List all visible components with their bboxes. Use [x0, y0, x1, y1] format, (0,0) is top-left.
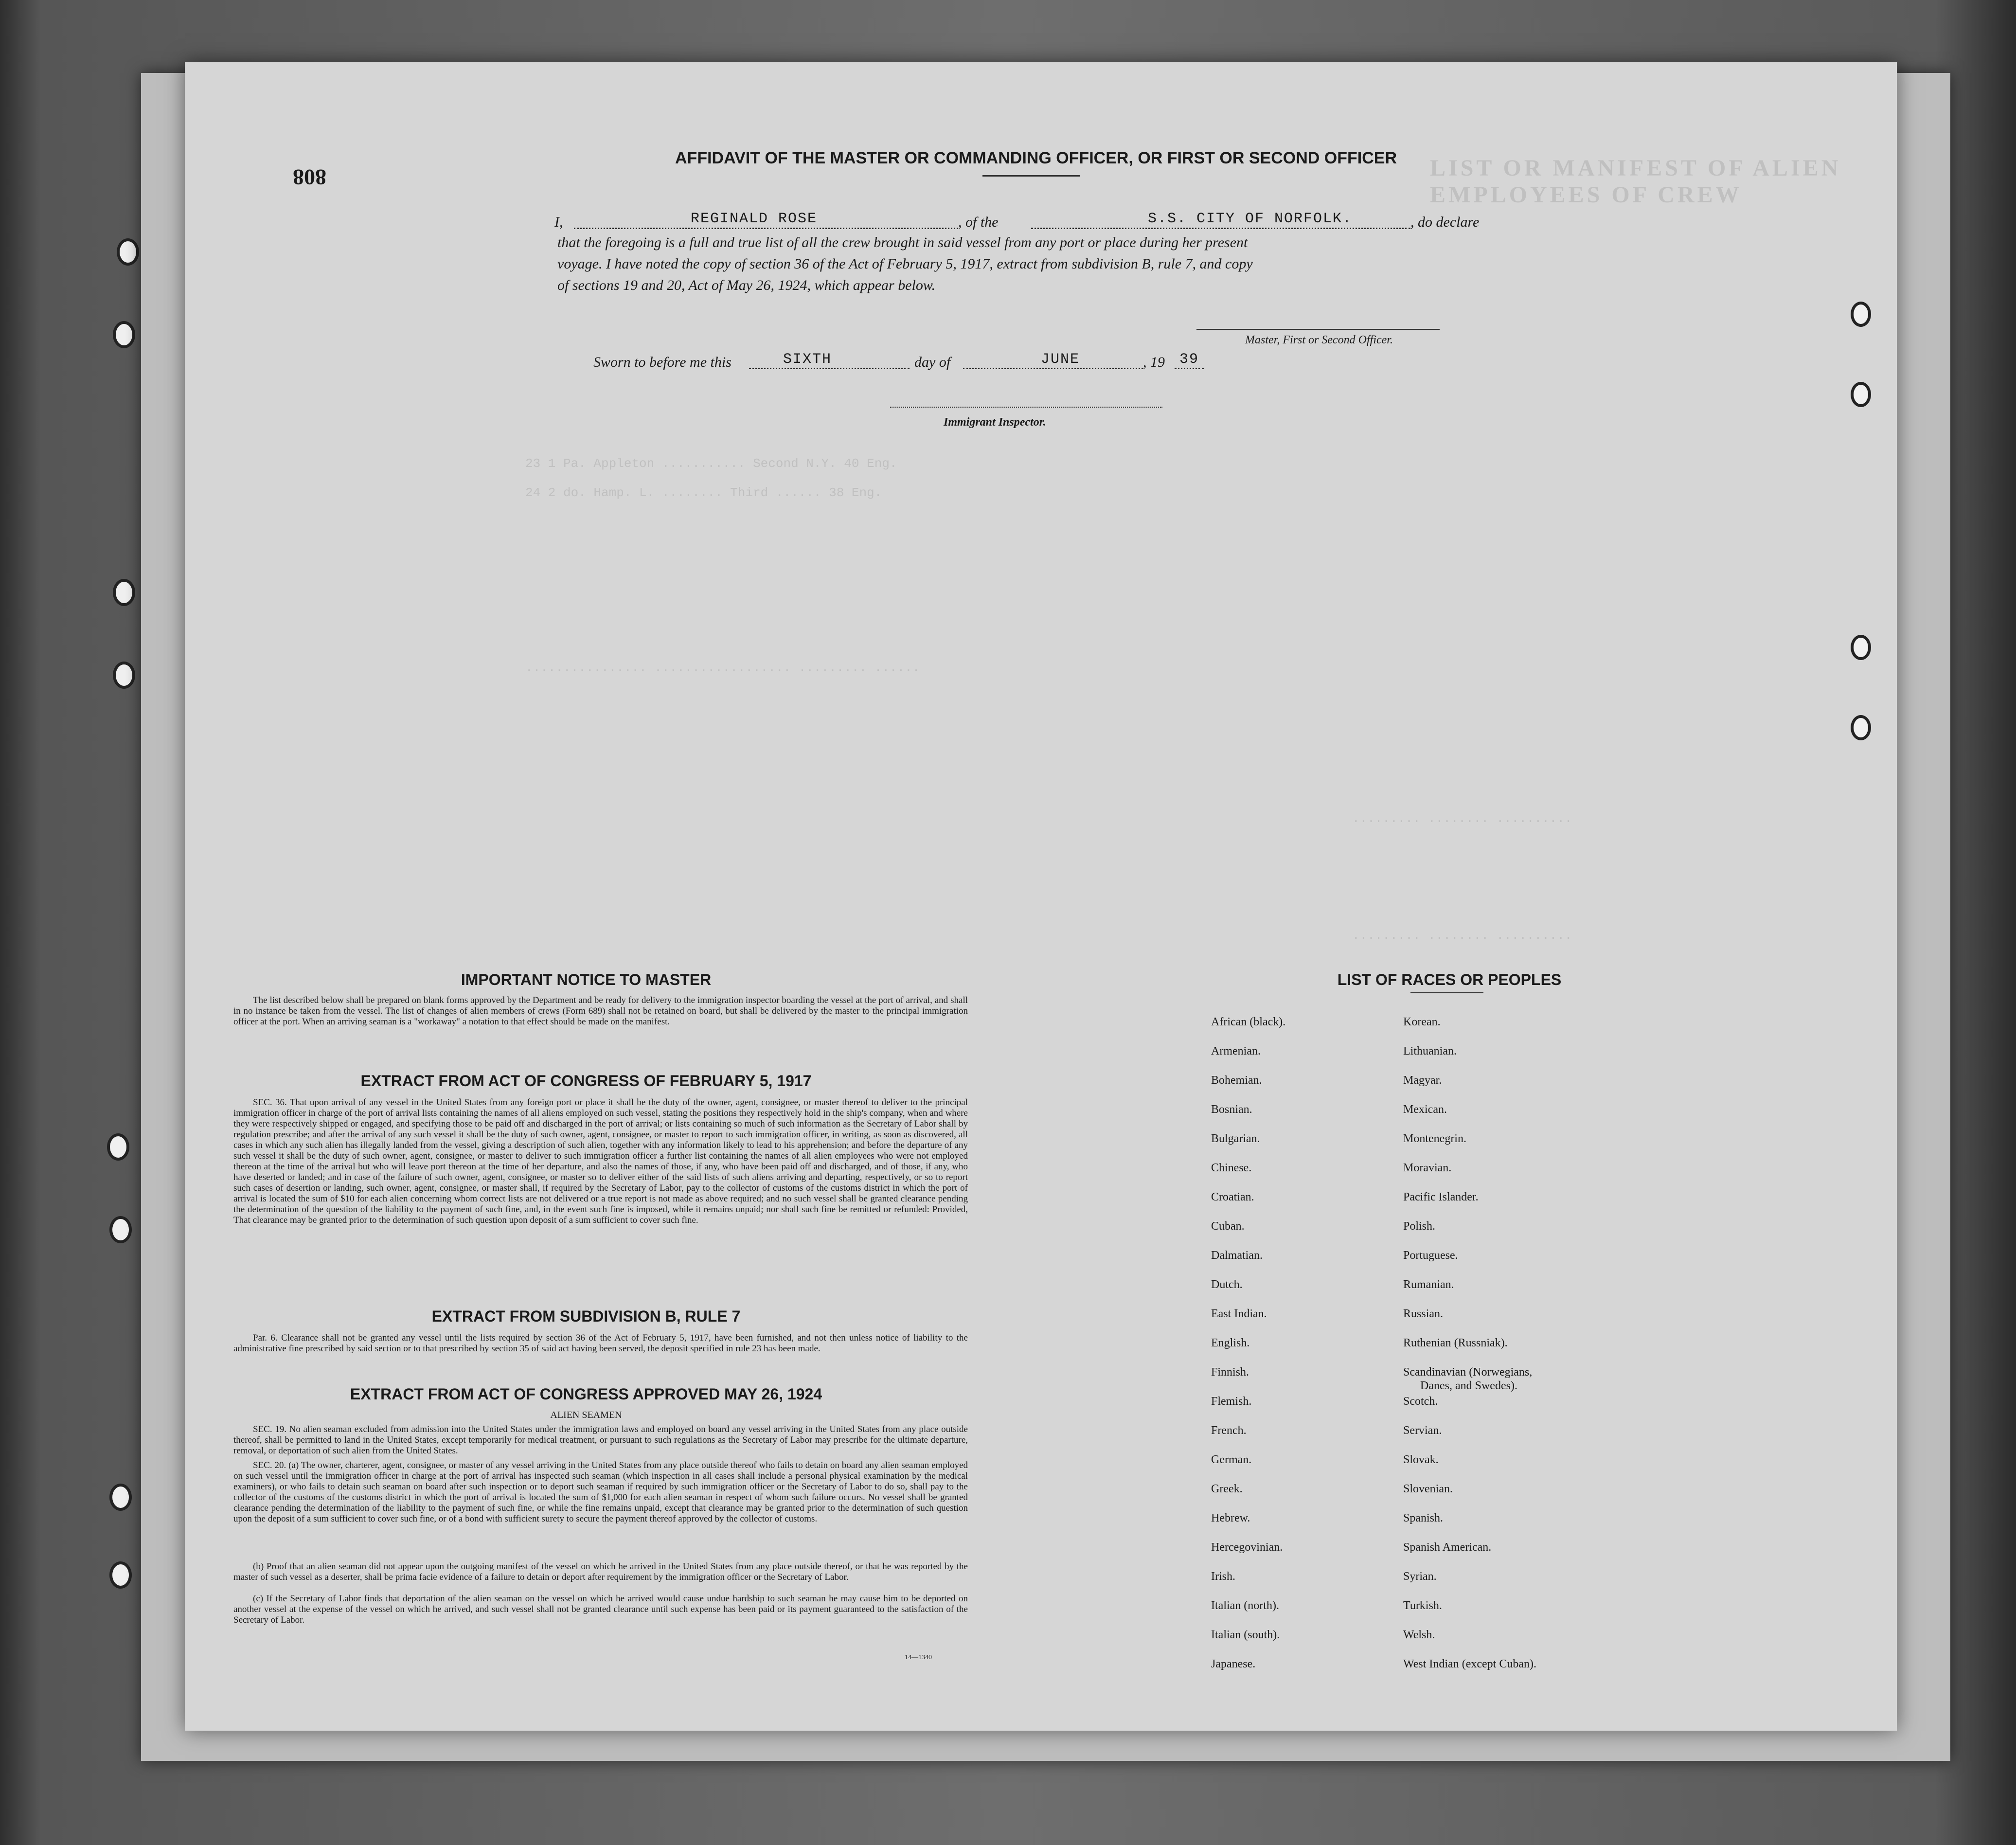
- race-item: Magyar.: [1403, 1074, 1442, 1087]
- binder-hole: [1851, 382, 1871, 407]
- race-item: Pacific Islander.: [1403, 1191, 1479, 1203]
- binder-hole: [109, 1484, 132, 1511]
- race-item: Ruthenian (Russniak).: [1403, 1337, 1508, 1349]
- race-item: Bohemian.: [1211, 1074, 1262, 1087]
- extract-1917-title: EXTRACT FROM ACT OF CONGRESS OF FEBRUARY 5, 1917: [360, 1072, 812, 1090]
- document-sheet: [185, 62, 1897, 1731]
- title-rule: [982, 175, 1080, 177]
- race-item: Dalmatian.: [1211, 1249, 1263, 1262]
- race-item: Syrian.: [1403, 1570, 1437, 1583]
- bleed-through: ......... ........ ..........: [1352, 811, 1572, 826]
- race-item: Montenegrin.: [1403, 1132, 1466, 1145]
- form-code: 14—1340: [905, 1654, 932, 1661]
- sworn-month: JUNE: [1041, 351, 1080, 368]
- race-item: Russian.: [1403, 1308, 1444, 1320]
- subdivision-b-title: EXTRACT FROM SUBDIVISION B, RULE 7: [431, 1308, 741, 1325]
- race-item: Slovenian.: [1403, 1483, 1453, 1495]
- race-item: Spanish.: [1403, 1512, 1444, 1524]
- affidavit-of-the: , of the: [958, 214, 999, 230]
- affidavit-body-line-1: that the foregoing is a full and true list of all the crew brought in said vessel from any port or place during her present: [557, 234, 1248, 251]
- affidavit-i: I,: [554, 214, 563, 230]
- race-item: Greek.: [1211, 1483, 1243, 1495]
- race-item: Turkish.: [1403, 1599, 1442, 1612]
- race-item: West Indian (except Cuban).: [1403, 1658, 1536, 1670]
- race-item: German.: [1211, 1453, 1252, 1466]
- inspector-signature-line: [890, 407, 1162, 408]
- binder-hole: [1851, 715, 1871, 740]
- bleed-through: ......... ........ ..........: [1352, 928, 1572, 943]
- race-item: Mexican.: [1403, 1103, 1447, 1116]
- bleed-through: LIST OR MANIFEST OF ALIEN EMPLOYEES OF CREW: [1430, 155, 1841, 208]
- binder-hole: [113, 662, 135, 689]
- race-item: Danes, and Swedes).: [1420, 1379, 1517, 1392]
- notice-title: IMPORTANT NOTICE TO MASTER: [461, 971, 712, 988]
- extract-1924-title: EXTRACT FROM ACT OF CONGRESS APPROVED MAY 26, 1924: [350, 1385, 822, 1403]
- race-item: Spanish American.: [1403, 1541, 1492, 1554]
- extract-1924-sec19: SEC. 19. No alien seaman excluded from admission into the United States under the immigration laws and employed on board any vessel arriving in the United States from any place outside thereof, shall be permitted to land in the United States, except temporarily for medical treatment, or pursuant to such regulations as the Secretary of Labor may prescribe for the ultimate departure, removal, or deportation of such alien from the United States.: [233, 1424, 968, 1456]
- sworn-text: Sworn to before me this: [593, 354, 731, 370]
- race-item: Servian.: [1403, 1424, 1442, 1437]
- sworn-day-line: [749, 368, 910, 369]
- binder-hole: [1851, 302, 1871, 327]
- affidavit-body-line-2: voyage. I have noted the copy of section 36 of the Act of February 5, 1917, extract from subdivision B, rule 7, and copy: [557, 256, 1253, 272]
- race-item: Irish.: [1211, 1570, 1235, 1583]
- affidavit-body-line-3: of sections 19 and 20, Act of May 26, 1924, which appear below.: [557, 277, 936, 293]
- year-prefix: , 19: [1143, 354, 1165, 370]
- stamp-number: 808: [293, 165, 326, 190]
- race-item: Welsh.: [1403, 1629, 1435, 1641]
- sworn-month-line: [963, 368, 1143, 369]
- year-suffix: 39: [1179, 351, 1199, 368]
- year-line: [1175, 368, 1204, 369]
- bleed-through: 24 2 do. Hamp. L. ........ Third ...... 38 Eng.: [525, 485, 882, 500]
- race-item: Chinese.: [1211, 1162, 1252, 1174]
- vessel-name: S.S. CITY OF NORFOLK.: [1148, 211, 1353, 227]
- race-item: French.: [1211, 1424, 1247, 1437]
- binder-hole: [117, 238, 139, 266]
- race-item: Finnish.: [1211, 1366, 1249, 1379]
- affidavit-do-declare: , do declare: [1410, 214, 1480, 230]
- master-caption: Master, First or Second Officer.: [1245, 334, 1393, 346]
- race-item: Croatian.: [1211, 1191, 1254, 1203]
- binder-hole: [107, 1133, 129, 1161]
- binder-hole: [113, 579, 135, 606]
- binder-hole: [1851, 635, 1871, 660]
- master-signature-line: [1196, 329, 1440, 330]
- vessel-line: [1031, 228, 1410, 229]
- extract-1917-text: SEC. 36. That upon arrival of any vessel in the United States from any foreign port or place it shall be the duty of the owner, agent, consignee, or master thereof to deliver to the principal immigration officer in charge of the port of arrival lists containing the names of all aliens employed on such vessel, stating the positions they respectively hold in the ship's company, when and where they were respectively shipped or engaged, and specifying those to be paid off and discharged in the port of arrival; or lists containing so much of such information as the Secretary of Labor shall by regulation prescribe; and after the arrival of any such vessel it shall be the duty of such owner, agent, consignee, or master to report to such immigration officer, in writing, as soon as discovered, all cases in which any such alien has illegally landed from the vessel, giving a description of such alien, together with any information likely to lead to his apprehension; and before the departure of any such vessel it shall be the duty of such owner, agent, consignee, or master to deliver to such immigration officer a further list containing the names of all alien employees who were not employed thereon at the time of the arrival but who will leave port thereon at the time of her departure, and also the names of those, if any, who have been paid off and discharged, and of those, if any, who have deserted or landed; and in case of the failure of such owner, agent, consignee, or master so to deliver either of the said lists of such aliens arriving and departing, respectively, or so to report such cases of desertion or landing, such owner, agent, consignee, or master shall, if required by the Secretary of Labor, pay to the collector of customs of the customs district in which the port of arrival is located the sum of $10 for each alien concerning whom correct lists are not delivered or a true report is not made as above required; and no such vessel shall be granted clearance pending the determination of the question of the liability to the payment of such fine, and, in the event such fine is imposed, while it remains unpaid; nor shall such fine be remitted or refunded: Provided, That clearance may be granted prior to the determination of such question upon deposit of a sum sufficient to cover such fine.: [233, 1097, 968, 1225]
- bleed-through: 23 1 Pa. Appleton ........... Second N.Y. 40 Eng.: [525, 456, 897, 471]
- extract-1924-sec20b: (b) Proof that an alien seaman did not appear upon the outgoing manifest of the vessel on which he arrived in the United States from any place outside thereof, or that he was reported by the master of such vessel as a deserter, shall be prima facie evidence of a failure to detain or deport after requirement by the immigration officer or the Secretary of Labor.: [233, 1561, 968, 1582]
- extract-1924-sec20a: SEC. 20. (a) The owner, charterer, agent, consignee, or master of any vessel arriving in the United States from any place outside thereof who fails to detain on board any alien seaman employed on such vessel until the immigration officer in charge at the port of arrival has inspected such seaman (which inspection in all cases shall include a personal physical examination by the medical examiners), or who fails to detain such seaman on board after such inspection or to deport such seaman if required by such immigration officer or the Secretary of Labor to do so, shall pay to the collector of the customs of the customs district in which the port of arrival is located the sum of $1,000 for each alien seaman in respect of whom such failure occurs. No vessel shall be granted clearance pending the determination of the liability to the payment of such fine, or while the fine remains unpaid, except that clearance may be granted prior to the determination of such question upon the deposit of a sum sufficient to cover such fine, or of a bond with sufficient surety to secure the payment thereof approved by the collector of customs.: [233, 1460, 968, 1524]
- notice-text: The list described below shall be prepared on blank forms approved by the Department and be ready for delivery to the immigration inspector boarding the vessel at the port of arrival, and shall in no instance be taken from the vessel. The list of changes of alien members of crews (Form 689) shall not be retained on board, but shall be delivered by the master to the principal immigration officer at the port. When an arriving seaman is a "workaway" a notation to that effect should be made on the manifest.: [233, 995, 968, 1027]
- race-item: Rumanian.: [1403, 1278, 1454, 1291]
- race-item: Bosnian.: [1211, 1103, 1252, 1116]
- sworn-day: SIXTH: [783, 351, 832, 368]
- race-item: Hebrew.: [1211, 1512, 1250, 1524]
- races-title: LIST OF RACES OR PEOPLES: [1337, 971, 1562, 988]
- race-item: African (black).: [1211, 1016, 1286, 1028]
- affidavit-title: AFFIDAVIT OF THE MASTER OR COMMANDING OFFICER, OR FIRST OR SECOND OFFICER: [675, 149, 1397, 167]
- race-item: Moravian.: [1403, 1162, 1452, 1174]
- race-item: East Indian.: [1211, 1308, 1267, 1320]
- race-item: Italian (north).: [1211, 1599, 1279, 1612]
- inspector-caption: Immigrant Inspector.: [944, 416, 1046, 429]
- race-item: Slovak.: [1403, 1453, 1439, 1466]
- master-name-line: [574, 228, 958, 229]
- bleed-through: ................ .................. ......... ......: [525, 661, 920, 675]
- race-item: Scotch.: [1403, 1395, 1438, 1408]
- race-item: Hercegovinian.: [1211, 1541, 1283, 1554]
- extract-1924-subtitle: ALIEN SEAMEN: [550, 1410, 622, 1420]
- day-of-text: day of: [914, 354, 951, 370]
- race-item: Flemish.: [1211, 1395, 1252, 1408]
- race-item: Bulgarian.: [1211, 1132, 1260, 1145]
- race-item: Cuban.: [1211, 1220, 1245, 1233]
- binder-hole: [113, 321, 135, 348]
- race-item: Korean.: [1403, 1016, 1441, 1028]
- binder-hole: [109, 1216, 132, 1243]
- binder-hole: [109, 1561, 132, 1589]
- race-item: Polish.: [1403, 1220, 1436, 1233]
- race-item: Italian (south).: [1211, 1629, 1280, 1641]
- race-item: Portuguese.: [1403, 1249, 1458, 1262]
- race-item: English.: [1211, 1337, 1250, 1349]
- extract-1924-sec20c: (c) If the Secretary of Labor finds that deportation of the alien seaman on the vessel on which he arrived would cause undue hardship to such seaman he may cause him to be deported on another vessel at the expense of the vessel on which he arrived, and such vessel shall not be granted clearance until such expense has been paid or its payment guaranteed to the satisfaction of the Secretary of Labor.: [233, 1594, 968, 1625]
- race-item: Dutch.: [1211, 1278, 1243, 1291]
- race-item: Japanese.: [1211, 1658, 1256, 1670]
- race-item: Lithuanian.: [1403, 1045, 1457, 1057]
- master-name: REGINALD ROSE: [691, 211, 818, 227]
- race-item: Armenian.: [1211, 1045, 1261, 1057]
- subdivision-b-text: Par. 6. Clearance shall not be granted any vessel until the lists required by section 36 of the Act of February 5, 1917, have been furnished, and not then unless notice of liability to the administrative fine prescribed by said section or to that prescribed by section 35 of said act having been served, the deposit specified in rule 23 has been made.: [233, 1333, 968, 1354]
- race-item: Scandinavian (Norwegians,: [1403, 1366, 1533, 1379]
- races-title-rule: [1410, 992, 1483, 993]
